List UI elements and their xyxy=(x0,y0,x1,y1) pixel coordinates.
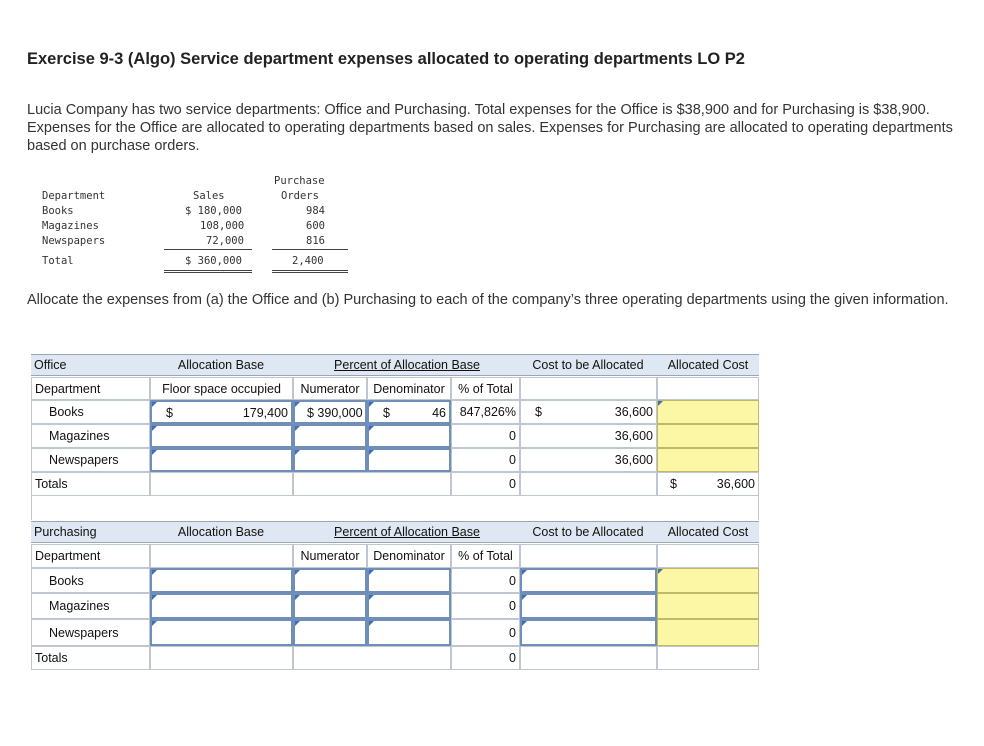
dept-header: Department xyxy=(42,190,106,202)
denominator-input[interactable] xyxy=(367,448,451,472)
double-underline xyxy=(164,270,252,271)
totals-label: Totals xyxy=(31,646,150,670)
denominator-input[interactable] xyxy=(367,424,451,448)
numerator-header: Numerator xyxy=(293,377,367,400)
blank-cell xyxy=(520,472,657,496)
allocated-cost-header: Allocated Cost xyxy=(667,358,749,372)
blank-cell xyxy=(293,646,451,670)
base-value: 179,400 xyxy=(242,406,288,420)
allocated-cost-input[interactable] xyxy=(657,593,759,619)
dept-label: Magazines xyxy=(31,424,150,448)
instruction-text: Allocate the expenses from (a) the Office and (b) Purchasing to each of the company’s three operating departments using the given information. xyxy=(27,292,949,308)
numerator-input[interactable] xyxy=(293,593,367,619)
given-dept: Magazines xyxy=(42,220,99,232)
totals-allocated-input[interactable] xyxy=(657,646,759,670)
dept-label: Magazines xyxy=(31,593,150,619)
denominator-input[interactable] xyxy=(367,568,451,593)
given-sales: 108,000 xyxy=(200,220,245,232)
divider xyxy=(164,249,252,250)
base-value: Floor space occupied xyxy=(150,377,293,400)
given-dept: Newspapers xyxy=(42,235,106,247)
percent-base-header: Percent of Allocation Base xyxy=(334,358,480,372)
purchase-header-1: Purchase xyxy=(274,175,325,187)
pct-total-header: % of Total xyxy=(451,377,520,400)
divider xyxy=(272,249,348,250)
pct-value: 0 xyxy=(451,619,520,646)
allocation-base-header: Allocation Base xyxy=(177,358,265,372)
allocation-base-input[interactable] xyxy=(150,400,293,424)
cost-value: 36,600 xyxy=(614,405,653,419)
currency-symbol: $ xyxy=(383,406,390,420)
given-po: 984 xyxy=(306,205,325,217)
allocated-cost-input[interactable] xyxy=(657,400,759,424)
currency-symbol: $ xyxy=(670,477,677,491)
cost-header: Cost to be Allocated xyxy=(532,525,644,539)
allocated-cost-input[interactable] xyxy=(657,619,759,646)
denominator-input[interactable] xyxy=(367,400,451,424)
given-po: 816 xyxy=(306,235,325,247)
dept-label: Newspapers xyxy=(31,619,150,646)
dept-label: Newspapers xyxy=(31,448,150,472)
numerator-input[interactable] xyxy=(293,568,367,593)
sales-header: Sales xyxy=(193,190,225,202)
allocated-cost-input[interactable] xyxy=(657,424,759,448)
blank-cell xyxy=(150,646,293,670)
given-sales: 72,000 xyxy=(206,235,244,247)
blank-cell xyxy=(657,544,759,568)
allocated-cost-input[interactable] xyxy=(657,448,759,472)
cost-header: Cost to be Allocated xyxy=(532,358,644,372)
allocation-base-header: Allocation Base xyxy=(177,525,265,539)
spacer-row xyxy=(31,496,759,520)
blank-cell xyxy=(520,544,657,568)
pct-value: 0 xyxy=(451,593,520,619)
dept-label: Books xyxy=(31,400,150,424)
totals-alloc-value: 36,600 xyxy=(716,477,755,491)
allocated-cost-header: Allocated Cost xyxy=(667,525,749,539)
blank-cell xyxy=(657,377,759,400)
allocation-base-input[interactable] xyxy=(150,424,293,448)
given-dept: Books xyxy=(42,205,74,217)
allocated-cost-input[interactable] xyxy=(657,568,759,593)
allocation-base-input[interactable] xyxy=(150,619,293,646)
numerator-header: Numerator xyxy=(293,544,367,568)
currency-symbol: $ xyxy=(166,406,173,420)
totals-label: Totals xyxy=(31,472,150,496)
percent-base-header: Percent of Allocation Base xyxy=(334,525,480,539)
numerator-input[interactable] xyxy=(293,448,367,472)
exercise-title: Exercise 9-3 (Algo) Service department expenses allocated to operating departments LO P2 xyxy=(27,50,745,68)
double-underline xyxy=(272,270,348,271)
blank-cell xyxy=(520,377,657,400)
office-section-label: Office xyxy=(34,358,67,372)
totals-pct: 0 xyxy=(451,646,520,670)
numerator-input[interactable] xyxy=(293,619,367,646)
denominator-input[interactable] xyxy=(367,593,451,619)
pct-total-header: % of Total xyxy=(451,544,520,568)
purchase-header-2: Orders xyxy=(281,190,319,202)
totals-allocated xyxy=(657,472,759,496)
dept-label: Books xyxy=(31,568,150,593)
given-po: 600 xyxy=(306,220,325,232)
numerator-input[interactable] xyxy=(293,424,367,448)
cost-input[interactable] xyxy=(520,593,657,619)
blank-cell xyxy=(520,646,657,670)
pct-value: 0 xyxy=(451,424,520,448)
cost-value: 36,600 xyxy=(520,448,657,472)
dept-col-header: Department xyxy=(31,377,150,400)
pct-value: 847,826% xyxy=(451,400,520,424)
purchasing-section-label: Purchasing xyxy=(34,525,97,539)
dept-col-header: Department xyxy=(31,544,150,568)
blank-cell xyxy=(150,544,293,568)
double-underline xyxy=(164,272,252,273)
numerator-input[interactable]: $ 390,000 xyxy=(293,400,367,424)
pct-value: 0 xyxy=(451,568,520,593)
blank-cell xyxy=(150,472,293,496)
given-total-po: 2,400 xyxy=(292,255,324,267)
currency-symbol: $ xyxy=(535,405,542,419)
given-total-sales: $ 360,000 xyxy=(185,255,242,267)
den-value: 46 xyxy=(432,406,446,420)
given-total-label: Total xyxy=(42,255,74,267)
given-sales: $ 180,000 xyxy=(185,205,242,217)
cost-cell xyxy=(520,400,657,424)
denominator-input[interactable] xyxy=(367,619,451,646)
denominator-header: Denominator xyxy=(367,544,451,568)
cost-input[interactable] xyxy=(520,619,657,646)
blank-cell xyxy=(293,472,451,496)
allocation-base-input[interactable] xyxy=(150,568,293,593)
allocation-base-input[interactable] xyxy=(150,448,293,472)
problem-intro: Lucia Company has two service departments: Office and Purchasing. Total expenses for the Office is $38,900 and for Purchasing is $38,900. Expenses for the Office are allocated to operating departments based on sales. Expenses for Purchasing are allocated to operating departments based on purchase orders. xyxy=(27,102,953,154)
denominator-header: Denominator xyxy=(367,377,451,400)
cost-value: 36,600 xyxy=(520,424,657,448)
totals-pct: 0 xyxy=(451,472,520,496)
cost-input[interactable] xyxy=(520,568,657,593)
allocation-base-input[interactable] xyxy=(150,593,293,619)
pct-value: 0 xyxy=(451,448,520,472)
double-underline xyxy=(272,272,348,273)
